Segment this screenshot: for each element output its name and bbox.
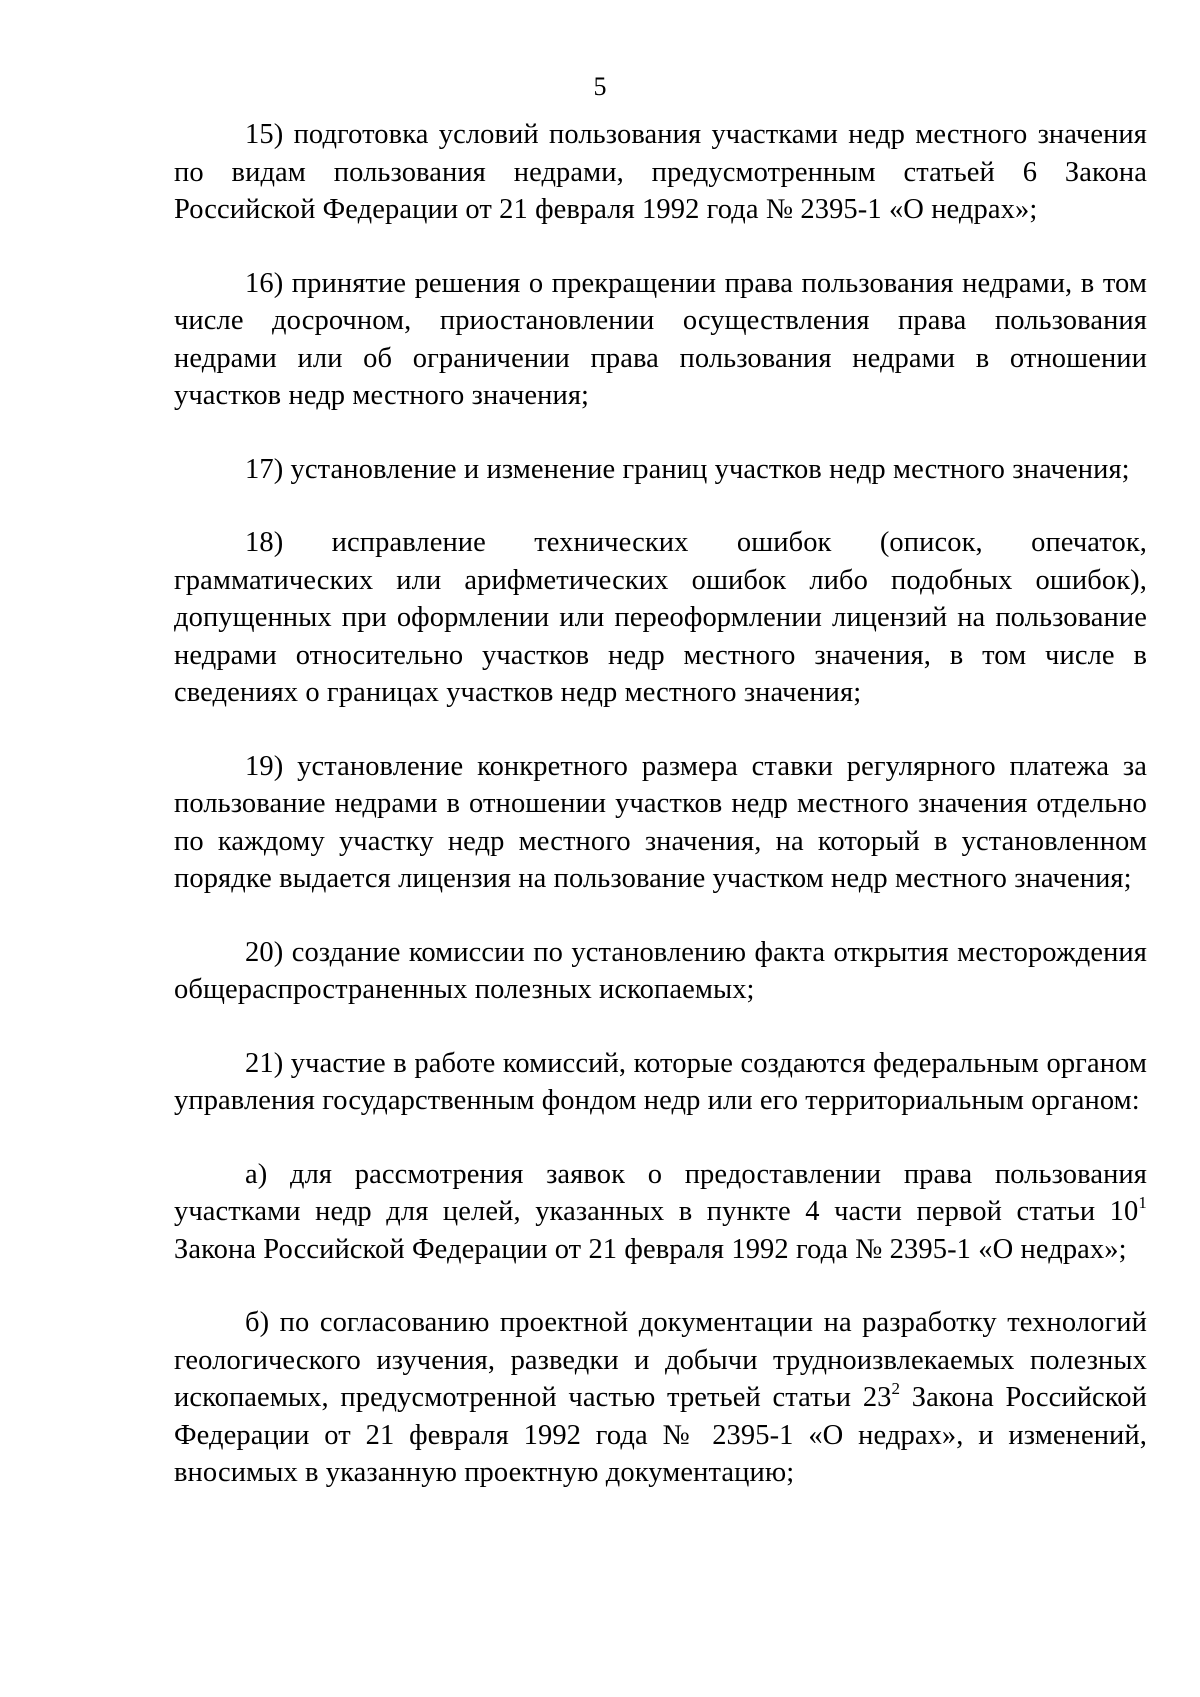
subitem-b-text: б) по согласованию проектной документации на разработку технологий геологического изучения, разведки и добычи трудноизвлекаемых полезных ископаемых, предусмотренной частью третьей статьи 23 bbox=[174, 1307, 1147, 1413]
subitem-a-text: а) для рассмотрения заявок о предоставлении права пользования участками недр для целей, указанных в пункте 4 части первой статьи 10 bbox=[174, 1158, 1147, 1227]
paragraph-item-18: 18) исправление технических ошибок (описок, опечаток, грамматических или арифметических ошибок либо подобных ошибок), допущенных при оформлении или переоформлении лицензий на пользование недрами относительно участков недр местного значения, в том числе в сведениях о границах участков недр местного значения; bbox=[174, 527, 1147, 708]
subitem-b-text-end: Закона Российской Федерации от 21 февраля 1992 года № 2395-1 «О недрах», и изменений, вносимых в указанную проектную документацию; bbox=[174, 1382, 1148, 1488]
page-number: 5 bbox=[593, 72, 607, 101]
superscript: 1 bbox=[1138, 1192, 1147, 1212]
paragraph-item-19: 19) установление конкретного размера ставки регулярного платежа за пользование недрами в отношении участков недр местного значения отдельно по каждому участку недр местного значения, на который в установленном порядке выдается лицензия на пользование участком недр местного значения; bbox=[174, 750, 1147, 894]
paragraph-item-17: 17) установление и изменение границ участков недр местного значения; bbox=[245, 453, 1130, 485]
paragraph-subitem-b bbox=[174, 1304, 1147, 1492]
document-body bbox=[174, 116, 1147, 1528]
paragraph-item-15: 15) подготовка условий пользования участками недр местного значения по видам пользования недрами, предусмотренным статьей 6 Закона Российской Федерации от 21 февраля 1992 года № 2395-1 «О недрах»; bbox=[174, 119, 1147, 225]
superscript: 2 bbox=[891, 1378, 901, 1398]
paragraph-subitem-a bbox=[174, 1156, 1147, 1269]
paragraph-item-16: 16) принятие решения о прекращении права пользования недрами, в том числе досрочном, приостановлении осуществления права пользования недрами или об ограничении права пользования недрами в отношении участков недр местного значения; bbox=[174, 267, 1147, 411]
paragraph-item-20: 20) создание комиссии по установлению факта открытия месторождения общераспространенных полезных ископаемых; bbox=[174, 936, 1147, 1005]
paragraph-item-21: 21) участие в работе комиссий, которые создаются федеральным органом управления государственным фондом недр или его территориальным органом: bbox=[174, 1047, 1147, 1116]
subitem-a-text-end: Закона Российской Федерации от 21 февраля 1992 года № 2395-1 «О недрах»; bbox=[174, 1233, 1127, 1265]
